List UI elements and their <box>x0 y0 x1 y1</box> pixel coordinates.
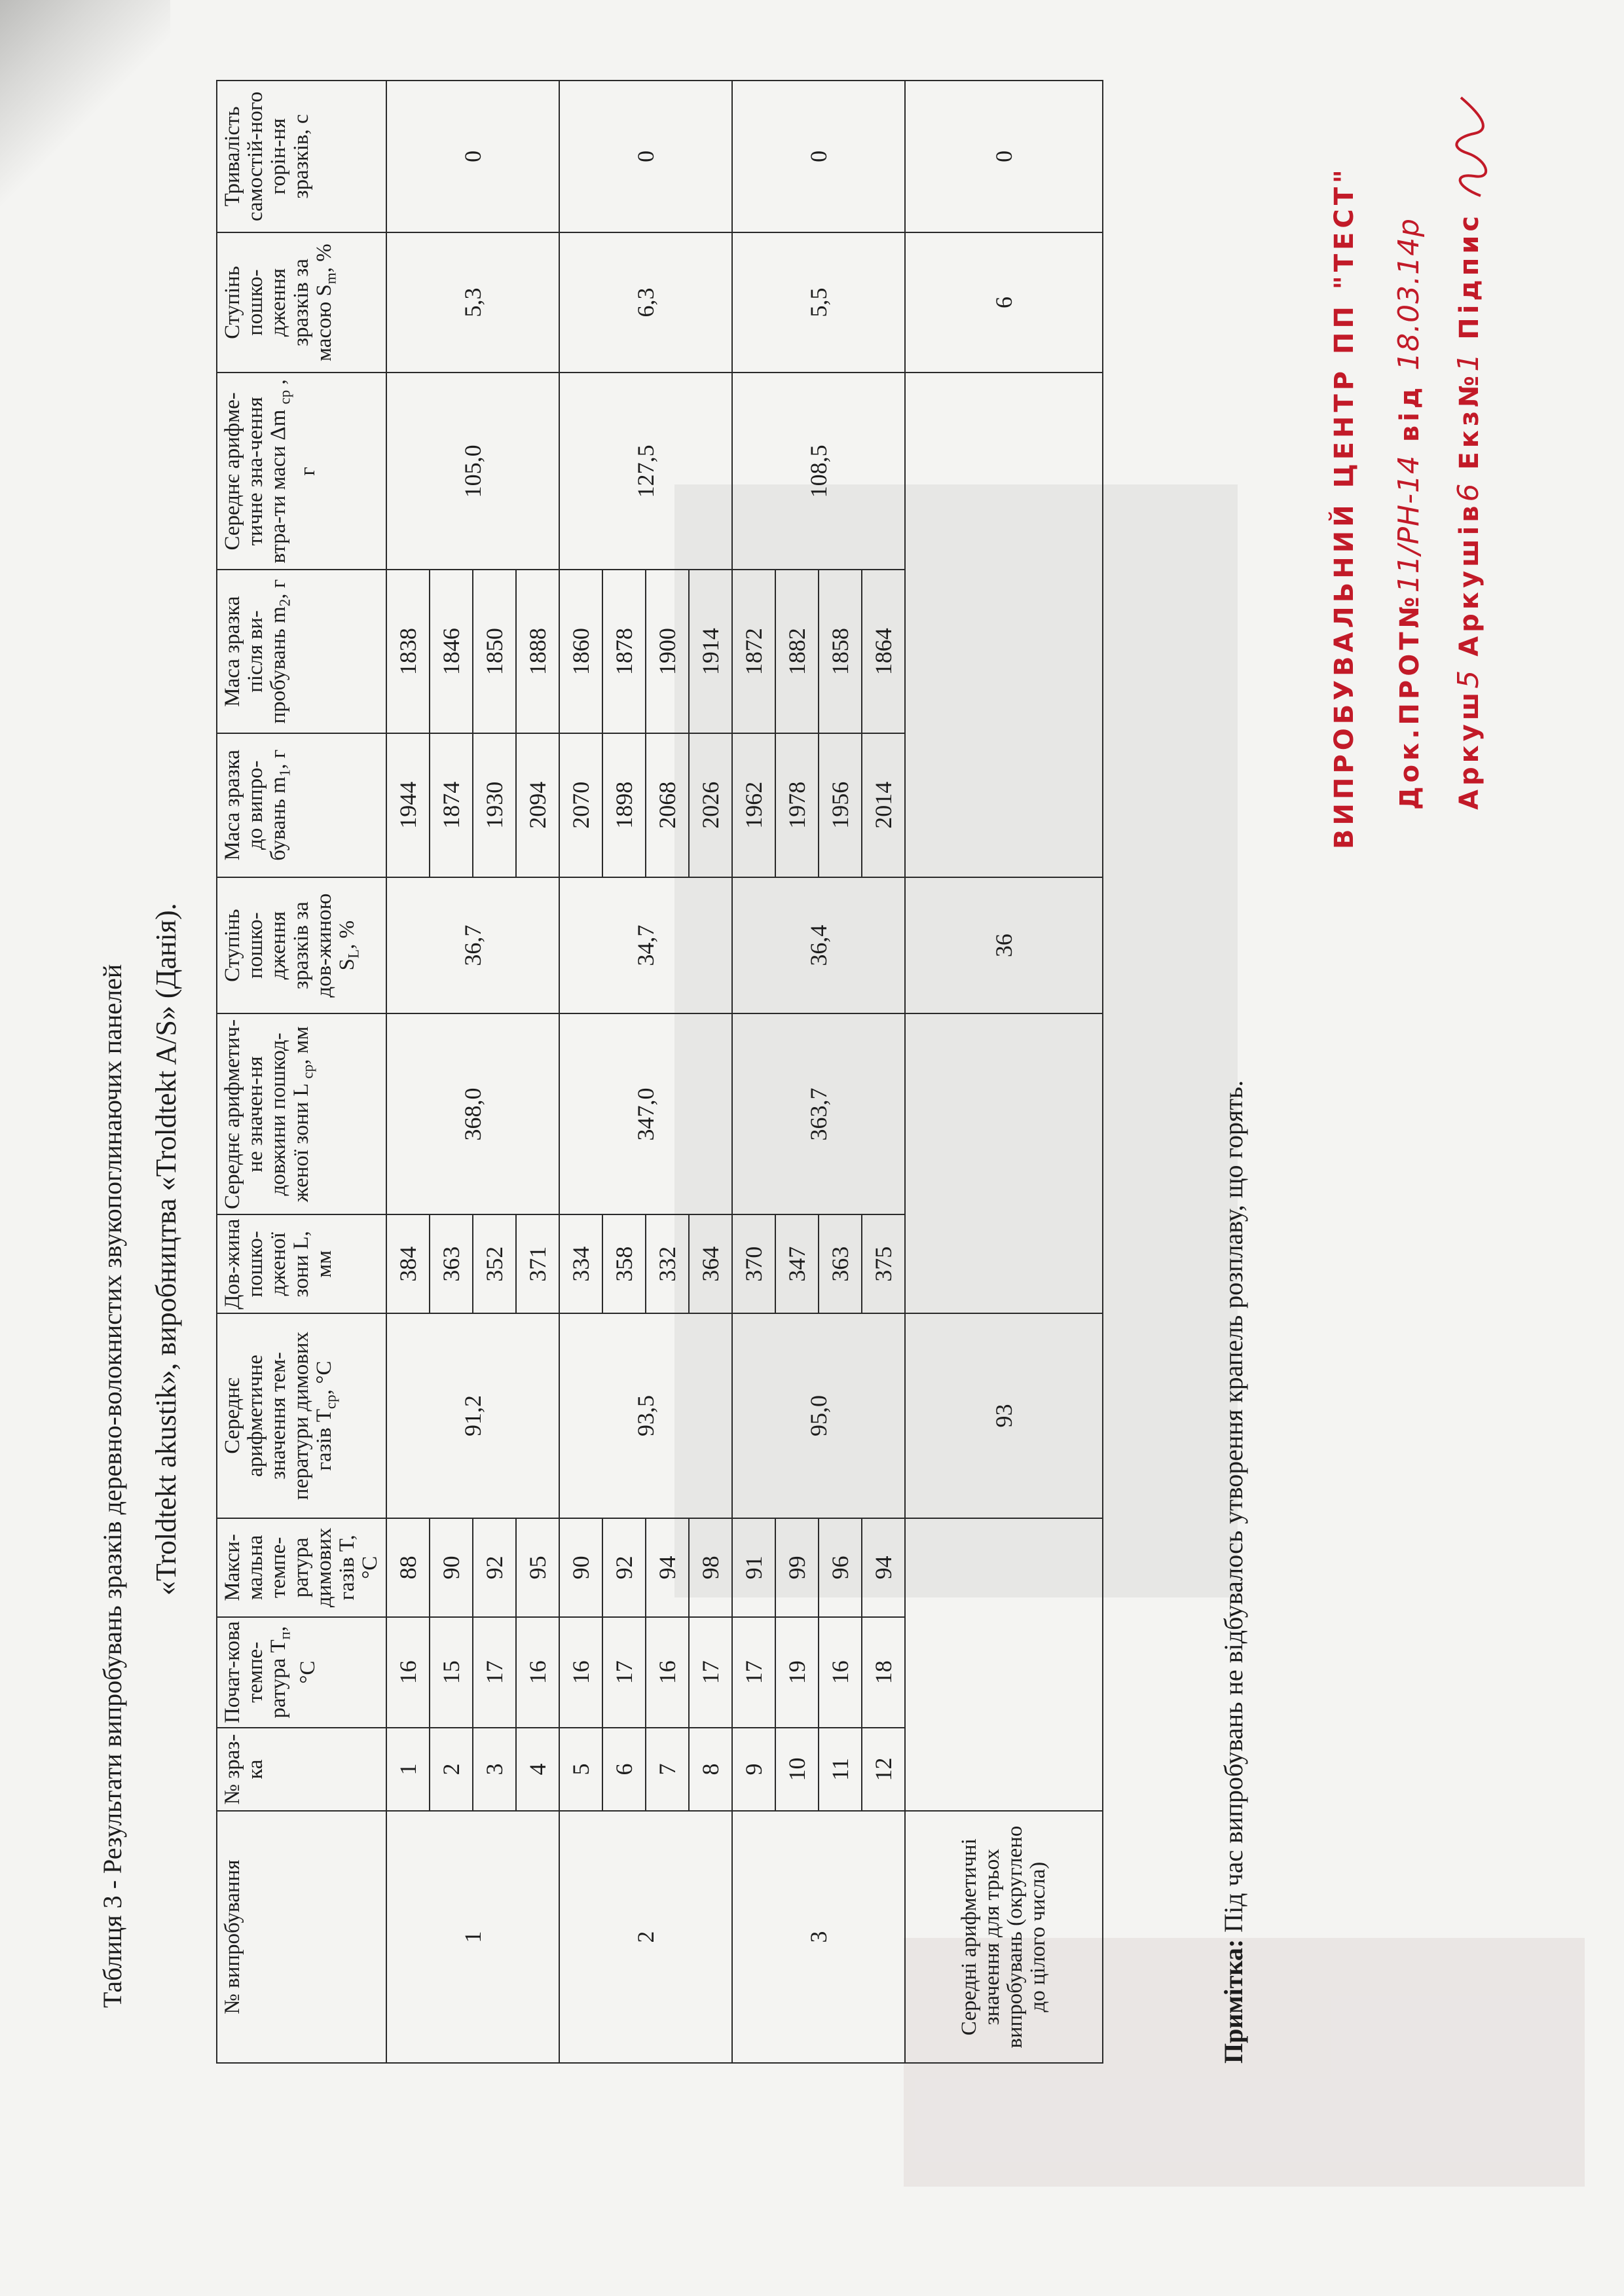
t-initial-cell: 17 <box>473 1617 516 1728</box>
t-initial-cell: 19 <box>775 1617 819 1728</box>
average-s-l-cell: 36 <box>905 877 1103 1014</box>
average-label-cell: Середні арифметичні значення для трьох випробувань (округлено до цілого числа) <box>905 1811 1103 2063</box>
l-damage-cell: 334 <box>559 1214 602 1313</box>
s-l-cell: 36,4 <box>732 877 905 1014</box>
stamp-line-3: Аркуш5 Аркушів6 Екз№1 Підпис <box>1451 94 1490 810</box>
l-damage-cell: 363 <box>430 1214 473 1313</box>
m2-cell: 1878 <box>602 570 646 733</box>
header-s-m: Ступінь пошко-дження зразків за масою $S_m$, % <box>217 232 386 373</box>
header-s-l: Ступінь пошко-дження зразків за дов-жиною $S_L$, % <box>217 877 386 1014</box>
t-avg-cell: 93,5 <box>559 1313 732 1518</box>
sample-no-cell: 10 <box>775 1728 819 1811</box>
t-initial-cell: 15 <box>430 1617 473 1728</box>
t-max-cell: 99 <box>775 1518 819 1617</box>
average-empty-cell <box>905 1013 1103 1313</box>
m1-cell: 2014 <box>862 733 905 877</box>
s-m-cell: 5,5 <box>732 232 905 373</box>
t-max-cell: 92 <box>602 1518 646 1617</box>
average-s-m-cell: 6 <box>905 232 1103 373</box>
l-damage-cell: 375 <box>862 1214 905 1313</box>
note <box>1218 1080 1249 2064</box>
sample-no-cell: 8 <box>689 1728 732 1811</box>
test-no-cell: 2 <box>559 1811 732 2063</box>
m2-cell: 1914 <box>689 570 732 733</box>
t-max-cell: 92 <box>473 1518 516 1617</box>
t-max-cell: 90 <box>559 1518 602 1617</box>
header-t-avg: Середнє арифметичне значення тем-ператури димових газів $T_{ср}$, °С <box>217 1313 386 1518</box>
duration-cell: 0 <box>559 81 732 232</box>
sample-no-cell: 6 <box>602 1728 646 1811</box>
dm-avg-cell: 108,5 <box>732 373 905 570</box>
t-max-cell: 90 <box>430 1518 473 1617</box>
l-damage-cell: 364 <box>689 1214 732 1313</box>
t-avg-cell: 95,0 <box>732 1313 905 1518</box>
sample-no-cell: 12 <box>862 1728 905 1811</box>
l-damage-cell: 384 <box>386 1214 430 1313</box>
l-damage-cell: 347 <box>775 1214 819 1313</box>
s-m-cell: 5,3 <box>386 232 559 373</box>
m1-cell: 1898 <box>602 733 646 877</box>
m2-cell: 1838 <box>386 570 430 733</box>
t-initial-cell: 17 <box>689 1617 732 1728</box>
l-damage-cell: 352 <box>473 1214 516 1313</box>
l-avg-cell: 347,0 <box>559 1013 732 1214</box>
l-avg-cell: 363,7 <box>732 1013 905 1214</box>
m1-cell: 2094 <box>516 733 559 877</box>
average-t-avg-cell: 93 <box>905 1313 1103 1518</box>
t-max-cell: 98 <box>689 1518 732 1617</box>
m2-cell: 1864 <box>862 570 905 733</box>
t-initial-cell: 17 <box>732 1617 775 1728</box>
m2-cell: 1860 <box>559 570 602 733</box>
handwritten-date: 18.03.14р <box>1392 217 1426 371</box>
test-no-cell: 1 <box>386 1811 559 2063</box>
header-t-initial: Почат-кова темпе-ратура $T_п,^\circ С$ <box>217 1617 386 1728</box>
m1-cell: 1962 <box>732 733 775 877</box>
l-damage-cell: 332 <box>646 1214 689 1313</box>
t-max-cell: 94 <box>862 1518 905 1617</box>
t-max-cell: 95 <box>516 1518 559 1617</box>
header-t-max: Макси-мальна темпе-ратура димових газів T, °С <box>217 1518 386 1617</box>
sample-no-cell: 3 <box>473 1728 516 1811</box>
sample-no-cell: 4 <box>516 1728 559 1811</box>
duration-cell: 0 <box>386 81 559 232</box>
dm-avg-cell: 105,0 <box>386 373 559 570</box>
sample-no-cell: 2 <box>430 1728 473 1811</box>
table-title: Таблиця 3 - Результати випробувань зразків деревно-волокнистих звукопоглинаючих панелей <box>98 964 127 2008</box>
l-damage-cell: 363 <box>819 1214 862 1313</box>
t-max-cell: 91 <box>732 1518 775 1617</box>
dm-avg-cell: 127,5 <box>559 373 732 570</box>
m2-cell: 1882 <box>775 570 819 733</box>
sample-no-cell: 7 <box>646 1728 689 1811</box>
t-initial-cell: 18 <box>862 1617 905 1728</box>
table-row <box>386 81 430 2063</box>
duration-cell: 0 <box>732 81 905 232</box>
s-l-cell: 34,7 <box>559 877 732 1014</box>
t-initial-cell: 16 <box>646 1617 689 1728</box>
m1-cell: 2068 <box>646 733 689 877</box>
test-no-cell: 3 <box>732 1811 905 2063</box>
signature-icon <box>1451 94 1490 199</box>
table-subtitle: «Troldtekt akustik», виробництва «Troldtekt A/S» (Данія). <box>150 903 182 1595</box>
t-initial-cell: 16 <box>386 1617 430 1728</box>
stamp-line-2: Док.ПРОТ№11/РН-14 від 18.03.14р <box>1392 217 1426 810</box>
m2-cell: 1858 <box>819 570 862 733</box>
t-initial-cell: 17 <box>602 1617 646 1728</box>
m2-cell: 1850 <box>473 570 516 733</box>
average-row <box>905 81 1103 2063</box>
t-max-cell: 96 <box>819 1518 862 1617</box>
t-avg-cell: 91,2 <box>386 1313 559 1518</box>
l-damage-cell: 371 <box>516 1214 559 1313</box>
m1-cell: 1944 <box>386 733 430 877</box>
table-header-row <box>217 81 386 2063</box>
average-empty-cell <box>905 1518 1103 1811</box>
l-avg-cell: 368,0 <box>386 1013 559 1214</box>
m1-cell: 1930 <box>473 733 516 877</box>
t-max-cell: 88 <box>386 1518 430 1617</box>
average-duration-cell: 0 <box>905 81 1103 232</box>
m2-cell: 1900 <box>646 570 689 733</box>
results-table <box>216 80 1103 2064</box>
note-label: Примітка: <box>1219 1939 1248 2064</box>
t-initial-cell: 16 <box>559 1617 602 1728</box>
header-m1: Маса зразка до випро-бувань $m_1$, г <box>217 733 386 877</box>
m1-cell: 1956 <box>819 733 862 877</box>
header-dm-avg: Середнє арифме-тичне зна-чення втра-ти маси Δm $_{ср}$ , г <box>217 373 386 570</box>
t-max-cell: 94 <box>646 1518 689 1617</box>
note-text: Під час випробувань не відбувалось утворення крапель розплаву, що горять. <box>1219 1080 1248 1939</box>
table-row <box>559 81 602 2063</box>
m1-cell: 2026 <box>689 733 732 877</box>
s-m-cell: 6,3 <box>559 232 732 373</box>
average-empty-cell <box>905 373 1103 877</box>
t-initial-cell: 16 <box>819 1617 862 1728</box>
sample-no-cell: 5 <box>559 1728 602 1811</box>
m2-cell: 1888 <box>516 570 559 733</box>
handwritten-doc-number: 11/РН-14 <box>1392 455 1426 593</box>
table-row <box>732 81 775 2063</box>
sample-no-cell: 11 <box>819 1728 862 1811</box>
sample-no-cell: 9 <box>732 1728 775 1811</box>
t-initial-cell: 16 <box>516 1617 559 1728</box>
header-duration: Тривалість самостій-ного горін-ня зразків, с <box>217 81 386 232</box>
stamp-line-1: ВИПРОБУВАЛЬНИЙ ЦЕНТР ПП "ТЕСТ" <box>1329 166 1359 849</box>
m1-cell: 1874 <box>430 733 473 877</box>
header-l-damage: Дов-жина пошко-дженої зони L, мм <box>217 1214 386 1313</box>
m1-cell: 2070 <box>559 733 602 877</box>
m1-cell: 1978 <box>775 733 819 877</box>
header-sample-no: № зраз-ка <box>217 1728 386 1811</box>
m2-cell: 1872 <box>732 570 775 733</box>
m2-cell: 1846 <box>430 570 473 733</box>
l-damage-cell: 370 <box>732 1214 775 1313</box>
s-l-cell: 36,7 <box>386 877 559 1014</box>
l-damage-cell: 358 <box>602 1214 646 1313</box>
header-test-no: № випробування <box>217 1811 386 2063</box>
sample-no-cell: 1 <box>386 1728 430 1811</box>
header-m2: Маса зразка після ви-пробувань $m_2$, г <box>217 570 386 733</box>
header-l-avg: Середнє арифметич-не значен-ня довжини пошкод-женої зони L $_{ср}$, мм <box>217 1013 386 1214</box>
